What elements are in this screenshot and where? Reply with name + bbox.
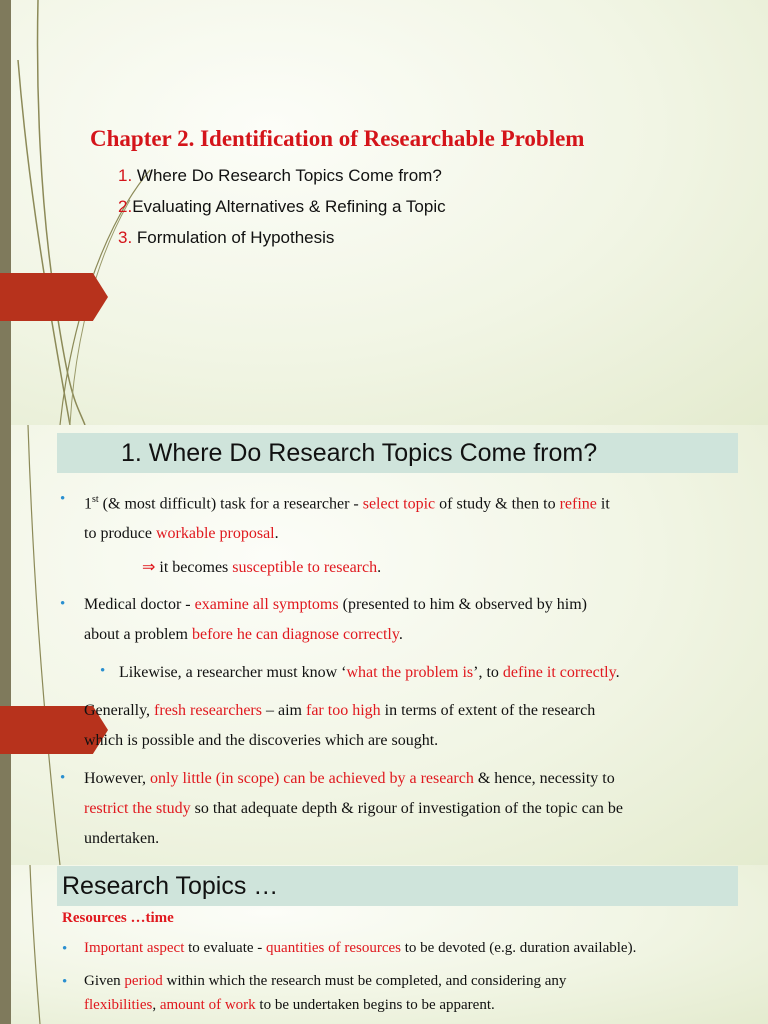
toc-item	[118, 225, 446, 256]
decorative-curves	[0, 865, 60, 1024]
implication-line: ⇒ it becomes susceptible to research.	[142, 559, 382, 576]
bullet-icon: •	[100, 663, 106, 679]
slide-2	[0, 425, 768, 865]
bullet-text: However, only little (in scope) can be achieved by a research & hence, necessity to restrict the study so that adequate depth & rigour of investigation of the topic can be undertaken.	[84, 770, 623, 847]
bullet-text: Medical doctor - examine all symptoms (presented to him & observed by him) about a problem before he can diagnose correctly.	[84, 596, 587, 643]
bullet-text: 1st (& most difficult) task for a researcher - select topic of study & then to refine it to produce workable proposal.	[84, 494, 610, 543]
sub-heading: Resources …time	[62, 910, 174, 926]
bullet-icon: •	[62, 974, 68, 990]
section-heading-band	[57, 433, 738, 473]
toc-text: Evaluating Alternatives & Refining a Topic	[132, 197, 446, 216]
bullet-icon: •	[62, 941, 68, 957]
bullet-text: Important aspect to evaluate - quantities of resources to be devoted (e.g. duration available).	[84, 940, 637, 956]
section-heading-band	[57, 866, 738, 906]
section-heading: 1. Where Do Research Topics Come from?	[121, 439, 598, 467]
implies-arrow-icon: ⇒	[142, 559, 156, 576]
toc-number: 1.	[118, 166, 133, 185]
bullet-icon: •	[60, 491, 66, 507]
toc-item	[118, 194, 446, 225]
slide-3	[0, 865, 768, 1024]
bullet-text: Given period within which the research must be completed, and considering any flexibilities, amount of work to be undertaken begins to be apparent.	[84, 973, 567, 1013]
toc-number: 2.	[118, 197, 133, 216]
toc-number: 3.	[118, 228, 133, 247]
toc-item	[118, 163, 446, 194]
toc-list	[118, 163, 446, 256]
bullet-text: Generally, fresh researchers – aim far too high in terms of extent of the research which is possible and the discoveries which are sought.	[84, 702, 596, 749]
toc-text: Where Do Research Topics Come from?	[136, 166, 442, 185]
arrow-tab	[0, 273, 108, 321]
slide-1	[0, 0, 768, 425]
bullet-icon: •	[60, 770, 66, 786]
bullet-icon: •	[60, 596, 66, 612]
chapter-title: Chapter 2. Identification of Researchable Problem	[90, 126, 585, 151]
sub-bullet-text: Likewise, a researcher must know ‘what the problem is’, to define it correctly.	[119, 664, 620, 681]
toc-text: Formulation of Hypothesis	[136, 228, 335, 247]
section-heading: Research Topics …	[62, 872, 279, 900]
